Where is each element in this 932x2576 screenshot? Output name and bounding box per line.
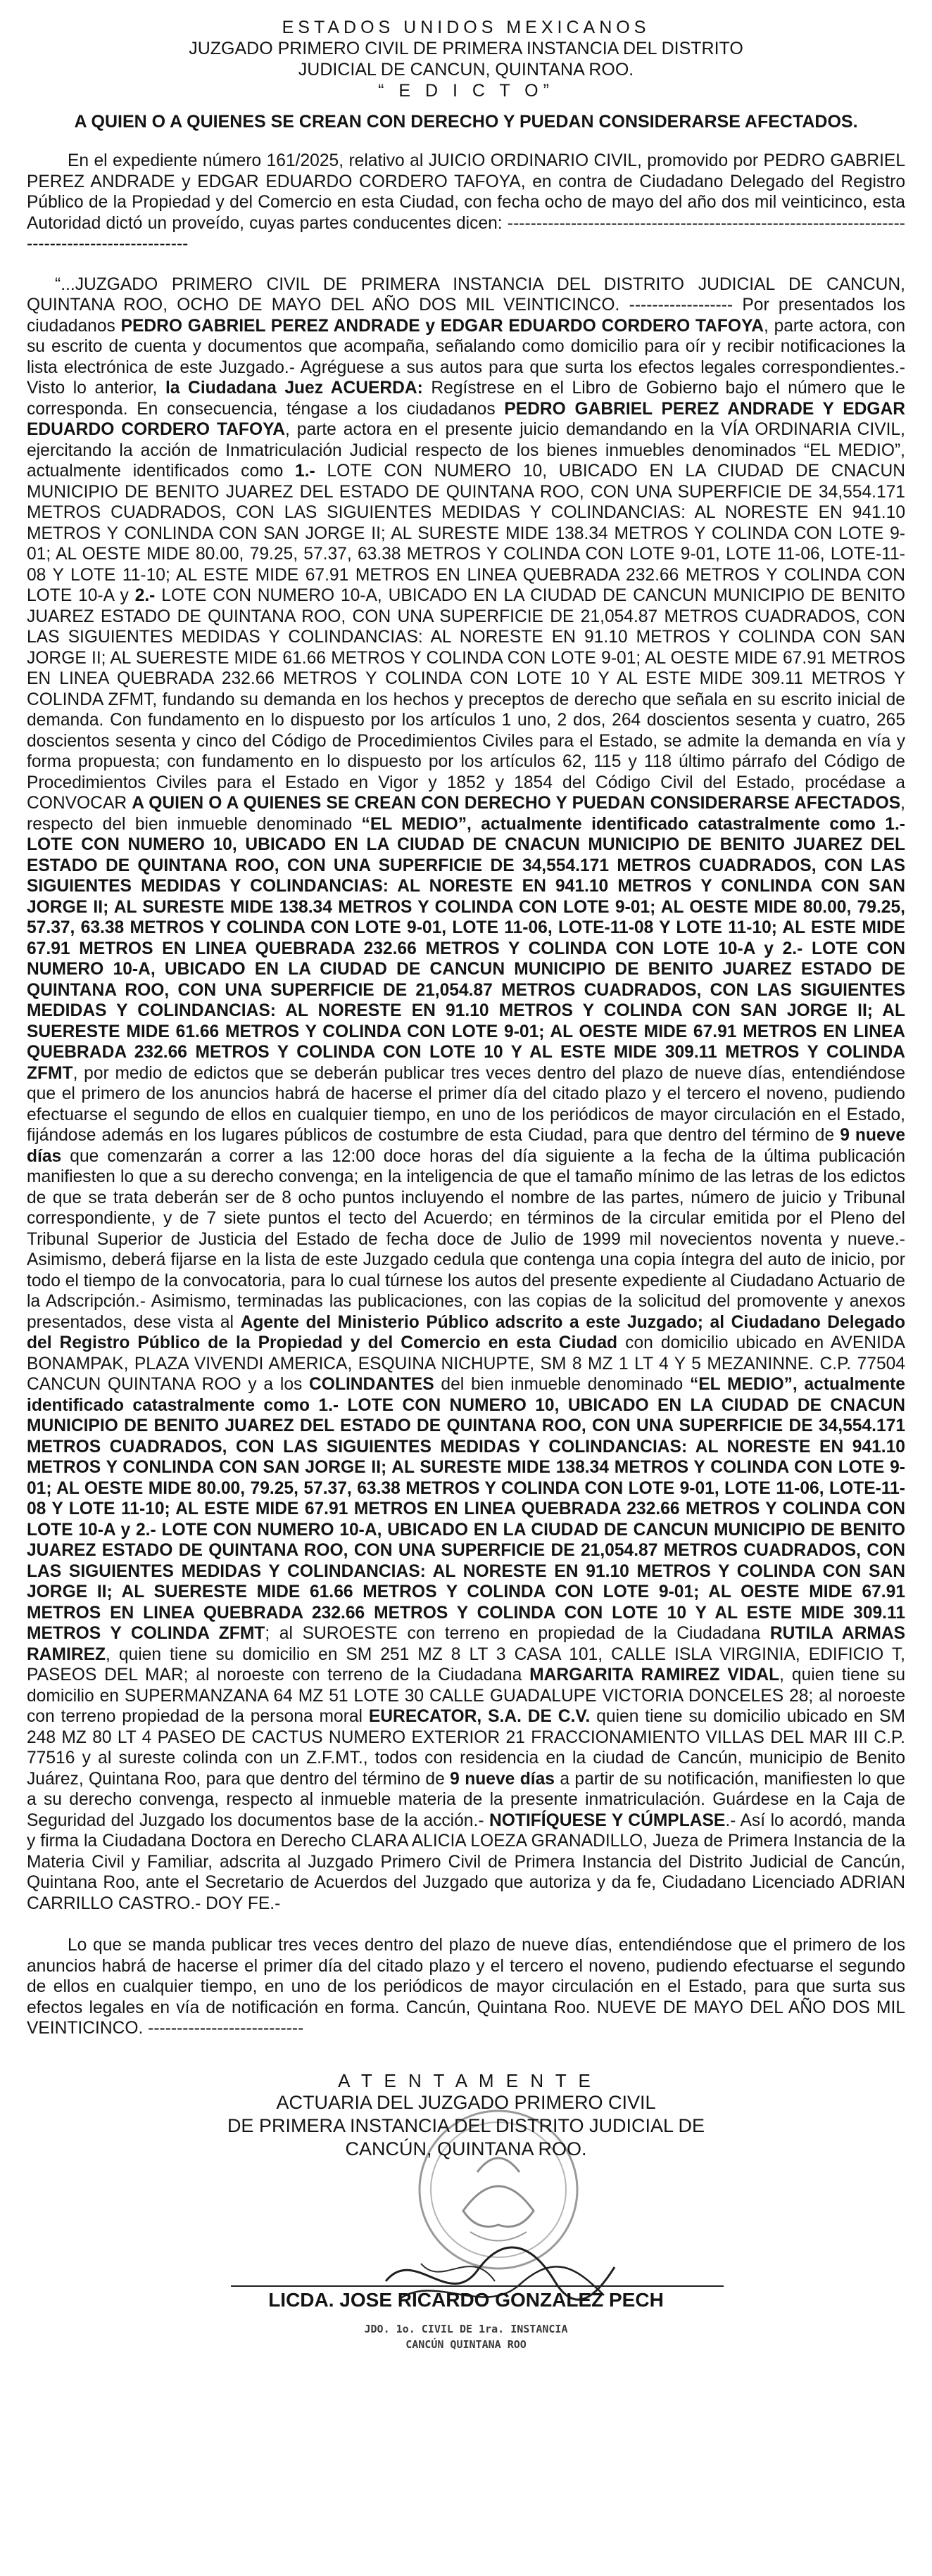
order-bold-segment: A QUIEN O A QUIENES SE CREAN CON DERECHO Y PUEDAN CONSIDERARSE AFECTADOS	[132, 794, 901, 813]
order-text-segment: del bien inmueble denominado	[434, 1375, 690, 1394]
order-text-segment: , quien tiene su domicilio en SUPERMANZANA 64 MZ 51 LOTE 30 CALLE GUADALUPE VICTORIA DONCELES 28; al noroeste con terreno propiedad de la persona moral	[27, 1665, 906, 1726]
order-text-segment: con domicilio ubicado en AVENIDA BONAMPAK, PLAZA VIVENDI AMERICA, ESQUINA NICHUPTE, SM 8 MZ 1 LT 4 Y 5 MEZANINNE. C.P. 77504 CANCUN QUINTANA ROO y a los	[27, 1333, 905, 1394]
order-text-segment: LOTE CON NUMERO 10, UBICADO EN LA CIUDAD DE CNACUN MUNICIPIO DE BENITO JUAREZ DEL ESTADO DE QUINTANA ROO, CON UNA SUPERFICIE DE 34,554.171 METROS CUADRADOS, CON LAS SIGUIENTES MEDIDAS Y COLINDANCIAS: AL NORESTE EN 941.10 METROS Y CONLINDA CON SAN JORGE II; AL SURESTE MIDE 138.34 METROS Y COLINDA CON LOTE 9-01; AL OESTE MIDE 80.00, 79.25, 57.37, 63.38 METROS Y COLINDA CON LOTE 9-01, LOTE 11-06, LOTE-11-08 Y LOTE 11-10; AL ESTE MIDE 67.91 METROS EN LINEA QUEBRADA 232.66 METROS Y COLINDA CON LOTE 10-A y	[27, 462, 905, 605]
order-text-segment: , por medio de edictos que se deberán publicar tres veces dentro del plazo de nueve días, entendiéndose que el primero de los anuncios habrá de hacerse el primer día del citado plazo y el tercero el noveno, pudiendo efectuarse el segundo de ellos en cualquier tiempo, en uno de los periódicos de mayor circulación en el Estado, fijándose además en los lugares públicos de costumbre de esta Ciudad, para que dentro del término de	[27, 1063, 905, 1145]
atentamente-label: A T E N T A M E N T E	[338, 2069, 594, 2091]
office-line-3: CANCÚN, QUINTANA ROO.	[345, 2138, 587, 2159]
closing-paragraph: Lo que se manda publicar tres veces dentro del plazo de nueve días, entendiéndose que el primero de los anuncios habrá de hacerse el primer día del citado plazo y el tercero el noveno, pudiendo efectuarse el segundo de ellos en cualquier tiempo, en uno de los periódicos de mayor circulación en el Estado, para que surta sus efectos legales en vía de notificación en forma. Cancún, Quintana Roo. NUEVE DE MAYO DEL AÑO DOS MIL VEINTICINCO. ---------------------------	[27, 1936, 905, 2038]
intro-paragraph: En el expediente número 161/2025, relativo al JUICIO ORDINARIO CIVIL, promovido por PEDRO GABRIEL PEREZ ANDRADE y EDGAR EDUARDO CORDERO TAFOYA, en contra de Ciudadano Delegado del Registro Público de la Propiedad y del Comercio en esta Ciudad, con fecha ocho de mayo del año dos mil veinticinco, esta Autoridad dictó un proveído, cuyas partes conducentes dicen: -------------------------------------------------------------------------------------------------	[27, 151, 905, 253]
order-text-segment: a partir de su notificación, manifiesten lo que a su derecho convenga, respecto al inmueble materia de la presente inmatriculación. Guárdese en la Caja de Seguridad del Juzgado los documentos base de la acción.-	[27, 1769, 905, 1830]
order-text-segment: , respecto del bien inmueble denominado	[27, 794, 905, 834]
order-text-segment: Regístrese en el Libro de Gobierno bajo el número que le corresponda. En consecuencia, téngase a los ciudadanos	[27, 379, 905, 419]
document-header	[27, 17, 905, 101]
signature-block	[27, 2069, 905, 2351]
office-line-1: ACTUARIA DEL JUZGADO PRIMERO CIVIL	[276, 2091, 656, 2113]
court-order-paragraph	[27, 274, 905, 1915]
order-text-segment: “...JUZGADO PRIMERO CIVIL DE PRIMERA INSTANCIA DEL DISTRITO JUDICIAL DE CANCUN, QUINTANA ROO, OCHO DE MAYO DEL AÑO DOS MIL VEINTICINCO. ------------------ Por presentados los ciudadanos	[27, 274, 905, 336]
order-bold-segment: EURECATOR, S.A. DE C.V.	[368, 1707, 591, 1726]
order-bold-segment: 1.-	[295, 462, 315, 481]
order-text-segment: quien tiene su domicilio ubicado en SM 248 MZ 80 LT 4 PASEO DE CACTUS NUMERO EXTERIOR 21 FRACCIONAMIENTO VILLAS DEL MAR III C.P. 77516 y al sureste colinda con un Z.F.MT., todos con residencia en la ciudad de Cancún, municipio de Benito Juárez, Quintana Roo, para que dentro del término de	[27, 1707, 905, 1789]
document-type: “ E D I C T O”	[378, 81, 554, 101]
court-name-line-2: JUDICIAL DE CANCUN, QUINTANA ROO.	[298, 60, 634, 80]
order-bold-segment: PEDRO GABRIEL PEREZ ANDRADE y EDGAR EDUARDO CORDERO TAFOYA	[120, 316, 764, 336]
order-bold-segment: NOTIFÍQUESE Y CÚMPLASE	[489, 1810, 726, 1830]
order-text-segment: que comenzarán a correr a las 12:00 doce horas del día siguiente a la fecha de la última publicación manifiesten lo que a su derecho convenga; en la inteligencia de que el tamaño mínimo de las letras de los edictos de que se trata deberán ser de 8 ocho puntos incluyendo el nombre de las partes, número de juicio y Tribunal correspondiente, y de 7 siete puntos el tecto del Acuerdo; en términos de la circular emitida por el Pleno del Tribunal Superior de Justicia del Estado de fecha doce de Julio de 1999 mil novecientos noventa y nueve.- Asimismo, deberá fijarse en la lista de este Juzgado cedula que contenga una copia íntegra del auto de inicio, por todo el tiempo de la convocatoria, para lo cual túrnese los autos del presente expediente al Ciudadano Actuario de la Adscripción.- Asimismo, terminadas las publicaciones, con las copias de la solicitud del promovente y anexos presentados, dese vista al	[27, 1146, 905, 1332]
signature-line	[231, 2285, 724, 2287]
order-bold-segment: Agente del Ministerio Público adscrito a este Juzgado; al Ciudadano Delegado del Registro Público de la Propiedad y del Comercio en esta Ciudad	[27, 1312, 905, 1352]
office-line-2: DE PRIMERA INSTANCIA DEL DISTRITO JUDICIAL DE	[227, 2114, 705, 2136]
order-bold-segment: 2.-	[134, 586, 156, 605]
order-bold-segment: “EL MEDIO”, actualmente identificado catastralmente como 1.- LOTE CON NUMERO 10, UBICADO EN LA CIUDAD DE CNACUN MUNICIPIO DE BENITO JUAREZ DEL ESTADO DE QUINTANA ROO, CON UNA SUPERFICIE DE 34,554.171 METROS CUADRADOS, CON LAS SIGUIENTES MEDIDAS Y COLINDANCIAS: AL NORESTE EN 941.10 METROS Y CONLINDA CON SAN JORGE II; AL SURESTE MIDE 138.34 METROS Y COLINDA CON LOTE 9-01; AL OESTE MIDE 80.00, 79.25, 57.37, 63.38 METROS Y COLINDA CON LOTE 9-01, LOTE 11-06, LOTE-11-08 Y LOTE 11-10; AL ESTE MIDE 67.91 METROS EN LINEA QUEBRADA 232.66 METROS Y COLINDA CON LOTE 10-A y 2.- LOTE CON NUMERO 10-A, UBICADO EN LA CIUDAD DE CANCUN MUNICIPIO DE BENITO JUAREZ ESTADO DE QUINTANA ROO, CON UNA SUPERFICIE DE 21,054.87 METROS CUADRADOS, CON LAS SIGUIENTES MEDIDAS Y COLINDANCIAS: AL NORESTE EN 91.10 METROS Y COLINDA CON SAN JORGE II; AL SUERESTE MIDE 61.66 METROS Y COLINDA CON LOTE 9-01; AL OESTE MIDE 67.91 METROS EN LINEA QUEBRADA 232.66 METROS Y COLINDA CON LOTE 10 Y AL ESTE MIDE 309.11 METROS Y COLINDA ZFMT	[27, 814, 905, 1083]
order-text-segment: , parte actora, con su escrito de cuenta y documentos que acompaña, señalando como domicilio para oír y recibir notificaciones la lista electrónica de este Juzgado.- Agréguese a sus autos para que surta los efectos legales correspondientes.- Visto lo anterior,	[27, 316, 906, 398]
order-text-segment: LOTE CON NUMERO 10-A, UBICADO EN LA CIUDAD DE CANCUN MUNICIPIO DE BENITO JUAREZ ESTADO DE QUINTANA ROO, CON UNA SUPERFICIE DE 21,054.87 METROS CUADRADOS, CON LAS SIGUIENTES MEDIDAS Y COLINDANCIAS: AL NORESTE EN 91.10 METROS Y COLINDA CON SAN JORGE II; AL SUERESTE MIDE 61.66 METROS Y COLINDA CON LOTE 9-01; AL OESTE MIDE 67.91 METROS EN LINEA QUEBRADA 232.66 METROS Y COLINDA CON LOTE 10 Y AL ESTE MIDE 309.11 METROS Y COLINDA ZFMT, fundando su demanda en los hechos y preceptos de derecho que señala en su escrito inicial de demanda. Con fundamento en lo dispuesto por los artículos 1 uno, 2 dos, 264 doscientos sesenta y cuatro, 265 doscientos sesenta y cinco del Código de Procedimientos Civiles para el Estado, se admite la demanda en vía y forma propuesta; con fundamento en lo dispuesto por los artículos 62, 115 y 118 último párrafo del Código de Procedimientos Civiles para el Estado en Vigor y 1852 y 1854 del Código Civil del Estado, procédase a CONVOCAR	[27, 586, 905, 813]
order-bold-segment: MARGARITA RAMIREZ VIDAL	[529, 1665, 780, 1684]
order-text-segment: , quien tiene su domicilio en SM 251 MZ 8 LT 3 CASA 101, CALLE ISLA VIRGINIA, EDIFICIO T, PASEOS DEL MAR; al noroeste con terreno de la Ciudadana	[27, 1644, 905, 1684]
stamp-line-1: JDO. 1o. CIVIL DE 1ra. INSTANCIA	[364, 2322, 568, 2335]
addressee-heading: A QUIEN O A QUIENES SE CREAN CON DERECHO Y PUEDAN CONSIDERARSE AFECTADOS.	[74, 112, 858, 132]
court-name-line-1: JUZGADO PRIMERO CIVIL DE PRIMERA INSTANCIA DEL DISTRITO	[189, 39, 743, 58]
order-bold-segment: RUTILA ARMAS RAMIREZ	[27, 1624, 905, 1664]
order-bold-segment: 9 nueve días	[27, 1126, 905, 1166]
country-heading: ESTADOS UNIDOS MEXICANOS	[282, 18, 650, 37]
order-text-segment: .- Así lo acordó, manda y firma la Ciudadana Doctora en Derecho CLARA ALICIA LOEZA GRANADILLO, Jueza de Primera Instancia de la Materia Civil y Familiar, adscrita al Juzgado Primero Civil de Primera Instancia del Distrito Judicial de Cancún, Quintana Roo, ante el Secretario de Acuerdos del Juzgado que autoriza y da fe, Ciudadano Licenciado ADRIAN CARRILLO CASTRO.- DOY FE.-	[27, 1810, 905, 1913]
order-bold-segment: la Ciudadana Juez ACUERDA:	[165, 379, 423, 398]
order-bold-segment: COLINDANTES	[309, 1375, 434, 1394]
order-text-segment: , parte actora en el presente juicio demandando en la VÍA ORDINARIA CIVIL, ejercitando la acción de Inmatriculación Judicial respecto de los bienes inmuebles denominados “EL MEDIO”, actualmente identificados como	[27, 420, 905, 481]
order-text-segment: ; al SUROESTE con terreno en propiedad de la Ciudadana	[265, 1624, 770, 1643]
order-bold-segment: “EL MEDIO”, actualmente identificado catastralmente como 1.- LOTE CON NUMERO 10, UBICADO EN LA CIUDAD DE CNACUN MUNICIPIO DE BENITO JUAREZ DEL ESTADO DE QUINTANA ROO, CON UNA SUPERFICIE DE 34,554.171 METROS CUADRADOS, CON LAS SIGUIENTES MEDIDAS Y COLINDANCIAS: AL NORESTE EN 941.10 METROS Y CONLINDA CON SAN JORGE II; AL SURESTE MIDE 138.34 METROS Y COLINDA CON LOTE 9-01; AL OESTE MIDE 80.00, 79.25, 57.37, 63.38 METROS Y COLINDA CON LOTE 9-01, LOTE 11-06, LOTE-11-08 Y LOTE 11-10; AL ESTE MIDE 67.91 METROS EN LINEA QUEBRADA 232.66 METROS Y COLINDA CON LOTE 10-A y 2.- LOTE CON NUMERO 10-A, UBICADO EN LA CIUDAD DE CANCUN MUNICIPIO DE BENITO JUAREZ ESTADO DE QUINTANA ROO, CON UNA SUPERFICIE DE 21,054.87 METROS CUADRADOS, CON LAS SIGUIENTES MEDIDAS Y COLINDANCIAS: AL NORESTE EN 91.10 METROS Y COLINDA CON SAN JORGE II; AL SUERESTE MIDE 61.66 METROS Y COLINDA CON LOTE 9-01; AL OESTE MIDE 67.91 METROS EN LINEA QUEBRADA 232.66 METROS Y COLINDA CON LOTE 10 Y AL ESTE MIDE 309.11 METROS Y COLINDA ZFMT	[27, 1375, 905, 1643]
order-bold-segment: 9 nueve días	[450, 1769, 555, 1789]
stamp-line-2: CANCÚN QUINTANA ROO	[405, 2337, 527, 2351]
signatory-name: LICDA. JOSE RICARDO GONZALEZ PECH	[268, 2288, 664, 2311]
order-bold-segment: PEDRO GABRIEL PEREZ ANDRADE Y EDGAR EDUARDO CORDERO TAFOYA	[27, 399, 906, 439]
